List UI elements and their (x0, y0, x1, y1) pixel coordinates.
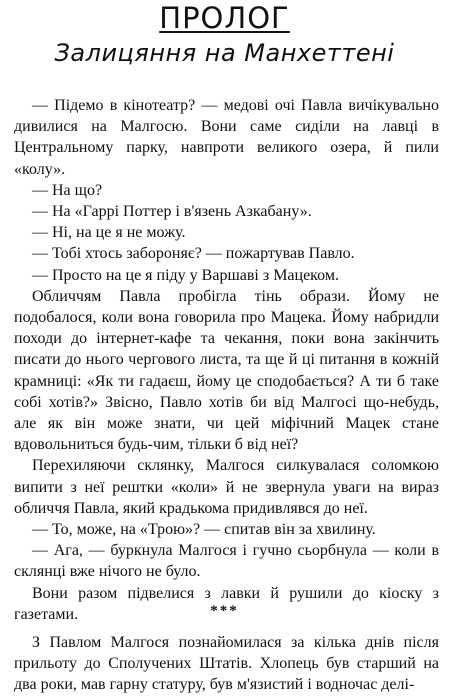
paragraph: — На «Гаррі Поттер і в'язень Азкабану». (32, 203, 312, 221)
paragraph: Обличчям Павла пробігла тінь образи. Йому не подобалося, коли вона говорила про Мацека. Йому набридли походи до інтернет-кафе та чекання, поки вона закінчить писати до нього чергового листа, та ще й ці питання в кожній крамниці: «Як ти гадаєш, йому це сподобається? А ти б таке собі хотів?» Звісно, Павло хотів би від Малгосі що-небудь, але як він може знати, чи цей міфічний Мацек стане вдовольниться будь-чим, тільки б від неї? (14, 287, 439, 454)
paragraph: Перехиляючи склянку, Малгося силкувалася соломкою випити з неї рештки «коли» й не звернула уваги на вираз обличчя Павла, який крадькома придивлявся до неї. (14, 457, 439, 517)
chapter-title: ПРОЛОГ (159, 1, 290, 35)
paragraph: — То, може, на «Трою»? — спитав він за хвилину. (32, 521, 376, 539)
paragraph: — Тобі хтось забороняє? — пожартував Павло. (32, 245, 355, 263)
paragraph: З Павлом Малгося познайомилася за кілька днів після прильоту до Сполучених Штатів. Хлопець був старший на два роки, мав гарну статуру, був м'язистий і водночас делі- (14, 634, 439, 694)
section-separator: *** (210, 603, 239, 619)
paragraph: — Просто на це я піду у Варшаві з Мацеком. (32, 266, 339, 284)
paragraph: Вони разом підвелися з лавки й рушили до кіоску з газетами. (14, 584, 439, 623)
chapter-body (14, 95, 439, 625)
chapter-body-continued (14, 632, 439, 696)
chapter-subtitle: Залицяння на Манхеттені (54, 39, 395, 67)
paragraph: — Ага, — буркнула Малгося і гучно сьорбнула — коли в склянці вже нічого не було. (14, 542, 439, 581)
paragraph: — На що? (32, 181, 103, 199)
paragraph: — Ні, на це я не можу. (32, 224, 186, 242)
paragraph: — Підемо в кінотеатр? — медові очі Павла вичікувально дивилися на Малгосю. Вони саме сиділи на лавці в Центральному парку, навпроти великого озера, й пили «колу». (14, 97, 439, 178)
